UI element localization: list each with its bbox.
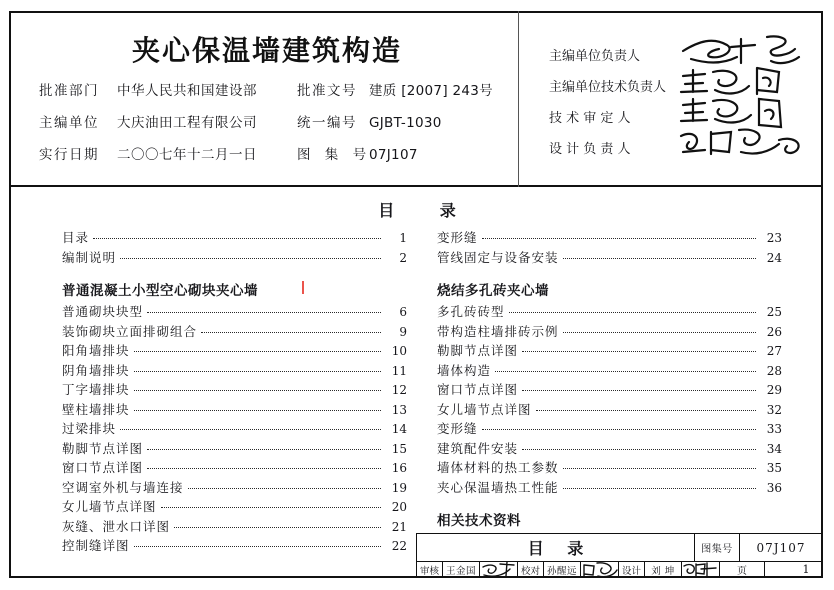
contents-entry-title: 窗口节点详图 (62, 460, 144, 475)
contents-entry-page: 35 (766, 461, 782, 475)
contents-entry-page: 27 (766, 344, 782, 358)
contents-entry[interactable] (62, 517, 407, 537)
approval-department-value: 中华人民共和国建设部 (117, 83, 257, 99)
contents-entry-page: 15 (391, 441, 407, 456)
contents-entry-page: 33 (766, 422, 782, 436)
contents-entry-title: 编制说明 (62, 249, 117, 265)
contents-entry-page: 10 (391, 344, 407, 358)
contents-entry-title: 墙体材料的热工参数 (437, 460, 559, 475)
checker-name: 孙醒远 (544, 562, 581, 577)
contents-leader-dots (120, 258, 381, 259)
contents-entry[interactable] (62, 361, 407, 381)
contents-leader-dots (93, 238, 381, 239)
contents-leader-dots (482, 429, 756, 430)
cover-header-block (9, 11, 823, 187)
contents-entry-page: 28 (766, 363, 782, 378)
metadata-row (39, 143, 509, 175)
page-title: 夹心保温墙建筑构造 (131, 34, 402, 67)
contents-leader-dots (563, 332, 756, 333)
contents-entry-title: 窗口节点详图 (437, 382, 519, 397)
contents-column-left (62, 228, 407, 556)
contents-entry[interactable] (62, 341, 407, 361)
contents-entry-page: 36 (766, 480, 782, 495)
drawing-title-block (416, 533, 823, 578)
contents-leader-dots (563, 488, 756, 489)
approval-department-label: 批准部门 (39, 83, 99, 99)
contents-entry-page: 32 (766, 402, 782, 417)
contents-heading: 目 录 (378, 201, 476, 220)
contents-spacer (437, 267, 782, 276)
contents-entry-title: 墙体构造 (437, 362, 492, 378)
contents-entry-page: 24 (766, 250, 782, 265)
effective-date-value: 二〇〇七年十二月一日 (117, 147, 257, 163)
contents-entry-page: 23 (766, 231, 782, 245)
contents-leader-dots (134, 351, 381, 352)
page-label: 页 (720, 562, 765, 577)
atlas-number-value: 07J107 (756, 540, 806, 555)
contents-leader-dots (134, 371, 381, 372)
contents-entry[interactable] (62, 400, 407, 420)
contents-entry-title: 控制缝详图 (62, 538, 130, 553)
contents-entry-title: 建筑配件安装 (437, 440, 519, 456)
contents-entry-title: 壁柱墙排块 (62, 401, 130, 417)
contents-entry-title: 丁字墙排块 (62, 382, 130, 397)
contents-entry-page: 20 (391, 500, 407, 514)
contents-entry-page: 6 (399, 305, 407, 319)
page-number: 1 (802, 563, 810, 576)
chief-editor-responsible-label: 主编单位负责人 (549, 49, 641, 64)
contents-entry-title: 目录 (62, 230, 90, 245)
contents-entry[interactable] (437, 302, 782, 322)
header-vertical-divider (518, 11, 519, 187)
contents-entry[interactable] (62, 478, 407, 498)
contents-entry-page: 13 (391, 402, 407, 417)
effective-date-label: 实行日期 (39, 147, 99, 163)
contents-leader-dots (482, 238, 756, 239)
contents-leader-dots (522, 449, 756, 450)
contents-entry[interactable] (437, 361, 782, 381)
contents-entry-title: 变形缝 (437, 230, 478, 245)
contents-entry[interactable] (62, 536, 407, 556)
approval-metadata-table (39, 79, 509, 175)
contents-leader-dots (147, 468, 381, 469)
contents-entry-title: 变形缝 (437, 421, 478, 436)
unified-number-value: GJBT-1030 (369, 115, 442, 131)
designer-name: 刘 坤 (645, 562, 682, 577)
contents-leader-dots (495, 371, 756, 372)
contents-entry[interactable] (62, 322, 407, 342)
contents-entry-title: 勒脚节点详图 (62, 440, 144, 456)
chief-editor-unit-label: 主编单位 (39, 115, 99, 131)
contents-entry[interactable] (437, 478, 782, 498)
designer-signature-icon (682, 562, 720, 577)
contents-entry[interactable] (437, 439, 782, 459)
contents-leader-dots (509, 312, 756, 313)
contents-entry-page: 34 (766, 441, 782, 456)
chief-editor-unit-value: 大庆油田工程有限公司 (117, 115, 257, 131)
contents-leader-dots (188, 488, 381, 489)
contents-section-heading: 烧结多孔砖夹心墙 (437, 283, 549, 299)
contents-leader-dots (147, 449, 381, 450)
contents-leader-dots (147, 312, 381, 313)
title-block-bottom-row (417, 561, 822, 577)
contents-leader-dots (522, 390, 756, 391)
contents-entry-title: 夹心保温墙热工性能 (437, 479, 559, 495)
metadata-row (39, 79, 509, 111)
contents-entry[interactable] (62, 458, 407, 478)
contents-entry[interactable] (437, 322, 782, 342)
contents-entry-page: 21 (391, 519, 407, 534)
checker-role-label: 校对 (518, 562, 544, 577)
contents-entry-title: 阴角墙排块 (62, 362, 130, 378)
technical-reviewer-label: 技 术 审 定 人 (549, 111, 631, 126)
contents-entry[interactable] (437, 400, 782, 420)
reviewer-signature-icon (480, 562, 518, 577)
contents-entry[interactable] (437, 380, 782, 400)
contents-entry[interactable] (62, 380, 407, 400)
contents-entry-title: 过梁排块 (62, 421, 117, 436)
contents-entry[interactable] (437, 248, 782, 268)
contents-entry-title: 灰缝、泄水口详图 (62, 518, 171, 534)
contents-entry-page: 29 (766, 383, 782, 397)
contents-leader-dots (563, 468, 756, 469)
contents-leader-dots (134, 546, 381, 547)
contents-entry[interactable] (62, 419, 407, 439)
contents-entry-title: 管线固定与设备安装 (437, 249, 559, 265)
signature-row (549, 132, 829, 163)
contents-entry-page: 26 (766, 324, 782, 339)
contents-entry[interactable] (62, 302, 407, 322)
contents-entry-page: 25 (766, 305, 782, 319)
contents-column-right (437, 228, 782, 532)
contents-entry-page: 22 (391, 539, 407, 553)
contents-entry[interactable] (437, 341, 782, 361)
contents-entry[interactable] (62, 497, 407, 517)
contents-entry-page: 9 (399, 324, 407, 339)
contents-leader-dots (134, 410, 381, 411)
contents-entry[interactable] (437, 458, 782, 478)
drawing-title: 目 录 (417, 534, 695, 561)
contents-leader-dots (134, 390, 381, 391)
unified-number-label: 统一编号 (297, 115, 357, 131)
contents-entry[interactable] (62, 439, 407, 459)
contents-entry-title: 带构造柱墙排砖示例 (437, 323, 559, 339)
atlas-number-label: 图 集 号 (297, 147, 372, 163)
handwritten-signature-icon (679, 126, 809, 166)
atlas-number-value: 07J107 (369, 147, 418, 163)
contents-entry-title: 普通砌块块型 (62, 304, 144, 319)
approval-document-no-label: 批准文号 (297, 83, 357, 99)
contents-entry-page: 1 (399, 231, 407, 245)
contents-leader-dots (120, 429, 381, 430)
contents-entry-title: 装饰砌块立面排砌组合 (62, 323, 198, 339)
contents-leader-dots (174, 527, 381, 528)
contents-leader-dots (161, 507, 381, 508)
checker-signature-icon (581, 562, 619, 577)
contents-section-heading: 普通混凝土小型空心砌块夹心墙 (62, 283, 258, 299)
contents-entry-title: 女儿墙节点详图 (62, 499, 157, 514)
contents-entry-title: 女儿墙节点详图 (437, 401, 532, 417)
reviewer-role-label: 审核 (417, 562, 443, 577)
contents-entry-title: 多孔砖砖型 (437, 304, 505, 319)
contents-entry-page: 14 (391, 422, 407, 436)
contents-section-heading: 相关技术资料 (437, 513, 521, 529)
contents-entry[interactable] (437, 419, 782, 439)
contents-entry-title: 勒脚节点详图 (437, 343, 519, 358)
approval-document-no-value: 建质 [2007] 243号 (369, 83, 493, 99)
contents-entry-page: 2 (399, 250, 407, 265)
designer-role-label: 设计 (619, 562, 645, 577)
contents-leader-dots (536, 410, 756, 411)
contents-entry-page: 19 (391, 480, 407, 495)
atlas-number-label: 图集号 (695, 534, 740, 561)
chief-editor-technical-label: 主编单位技术负责人 (549, 80, 667, 95)
metadata-row (39, 111, 509, 143)
contents-entry[interactable] (437, 228, 782, 248)
contents-entry[interactable] (62, 248, 407, 268)
contents-entry-title: 阳角墙排块 (62, 343, 130, 358)
design-responsible-label: 设 计 负 责 人 (549, 142, 631, 157)
contents-entry-page: 11 (391, 363, 407, 378)
title-block-top-row (417, 534, 822, 561)
reviewer-name: 王金国 (443, 562, 480, 577)
signature-table (549, 39, 829, 163)
contents-entry-page: 16 (391, 461, 407, 475)
contents-leader-dots (201, 332, 381, 333)
contents-entry[interactable] (62, 228, 407, 248)
contents-entry-page: 12 (391, 383, 407, 397)
contents-leader-dots (563, 258, 756, 259)
contents-spacer (62, 267, 407, 276)
contents-spacer (437, 497, 782, 506)
red-annotation-mark (302, 281, 304, 294)
contents-entry-title: 空调室外机与墙连接 (62, 479, 184, 495)
contents-leader-dots (522, 351, 756, 352)
